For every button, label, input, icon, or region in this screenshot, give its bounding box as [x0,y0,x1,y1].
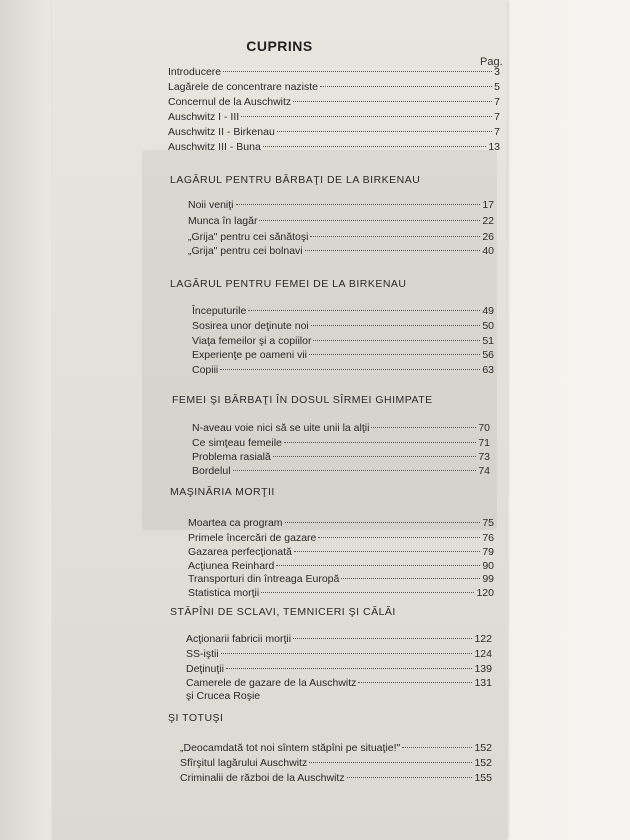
toc-entry-page: 152 [474,742,492,754]
toc-entry-title: Deţinuţii [186,663,224,675]
toc-entry-page: 139 [474,663,492,675]
toc-entry-title: Sosirea unor deţinute noi [192,320,309,332]
toc-entry-page: 7 [494,96,500,108]
leader-dots [309,762,472,763]
toc-entry-page: 90 [482,560,494,572]
toc-entry-title: Auschwitz III - Buna [168,141,261,153]
toc-entry-page: 56 [482,349,494,361]
leader-dots [248,310,480,311]
leader-dots [293,101,492,102]
toc-entry-page: 63 [482,364,494,376]
toc-entry-title: Transporturi din întreaga Europă [188,573,340,585]
toc-entry-page: 155 [474,772,492,784]
leader-dots [276,565,480,566]
section-heading: ŞI TOTUŞI [168,712,224,724]
toc-entry-title: Statistica morţii [188,587,260,599]
toc-entry-title: Începuturile [192,305,247,317]
toc-entry-title: Noii veniţi [188,199,234,211]
toc-entry [186,633,492,646]
toc-entry-page: 74 [478,465,490,477]
toc-entry-page: 5 [494,81,500,93]
toc-entry-page: 120 [476,587,494,599]
toc-entry-page: 13 [488,141,500,153]
toc-entry-title: Bordelul [192,465,231,477]
toc-entry [192,320,494,333]
toc-entry-title: Lagărele de concentrare naziste [168,81,319,93]
toc-entry-title: Acţiunea Reinhard [188,560,275,572]
page-title: CUPRINS [246,38,313,54]
toc-entry [188,587,494,600]
toc-entry-page: 17 [482,199,494,211]
toc-entry [168,126,500,139]
leader-dots [309,354,480,355]
toc-entry [188,245,494,258]
left-background [0,0,52,840]
toc-entry [188,573,494,586]
leader-dots [347,777,473,778]
leader-dots [358,682,472,683]
toc-entry-title: Gazarea perfecţionată [188,546,292,558]
leader-dots [220,369,480,370]
toc-entry-page: 71 [478,437,490,449]
leader-dots [311,325,481,326]
toc-entry [192,465,490,478]
toc-entry [168,66,500,79]
page-column-label: Pag. [480,56,503,68]
toc-entry-title: „Grija" pentru cei sănătoşi [188,231,309,243]
toc-entry-page: 3 [494,66,500,78]
toc-entry [188,517,494,530]
leader-dots [310,236,480,237]
toc-entry [180,757,492,770]
section-heading: LAGĂRUL PENTRU FEMEI DE LA BIRKENAU [170,278,407,290]
right-background [490,0,630,840]
toc-entry-page: 49 [482,305,494,317]
leader-dots [305,250,481,251]
toc-entry-title: Problema rasială [192,451,271,463]
toc-entry-title: Viaţa femeilor şi a copiilor [192,335,312,347]
leader-dots [285,522,481,523]
toc-entry-title: Concernul de la Auschwitz [168,96,292,108]
leader-dots [318,537,480,538]
leader-dots [320,86,492,87]
toc-entry-title: SS-iştii [186,648,219,660]
toc-entry [168,81,500,94]
section-heading: STĂPÎNI DE SCLAVI, TEMNICERI ŞI CĂLĂI [170,606,396,618]
toc-entry-continuation: şi Crucea Roşie [186,690,261,702]
toc-entry-title: „Deocamdată tot noi sîntem stăpîni pe situaţie!" [180,742,401,754]
leader-dots [277,131,492,132]
leader-dots [226,668,473,669]
toc-entry-title: Primele încercări de gazare [188,532,317,544]
toc-entry-title: „Grija" pentru cei bolnavi [188,245,303,257]
toc-entry [188,199,494,212]
toc-entry-title: Copiii [192,364,219,376]
leader-dots [233,470,477,471]
toc-entry [192,422,490,435]
toc-entry-page: 79 [482,546,494,558]
toc-entry-page: 122 [474,633,492,645]
toc-entry-title: Munca în lagăr [188,215,258,227]
leader-dots [341,578,480,579]
toc-entry [168,96,500,109]
toc-entry [192,364,494,377]
toc-entry-title: N-aveau voie nici să se uite unii la alţii [192,422,370,434]
toc-entry [188,231,494,244]
leader-dots [294,551,480,552]
toc-entry [168,141,500,154]
toc-entry-page: 73 [478,451,490,463]
toc-entry-page: 40 [482,245,494,257]
toc-entry-page: 124 [474,648,492,660]
toc-entry-page: 70 [478,422,490,434]
toc-entry [188,215,494,228]
leader-dots [241,116,492,117]
toc-entry-title: Auschwitz II - Birkenau [168,126,275,138]
section-heading: LAGĂRUL PENTRU BĂRBAŢI DE LA BIRKENAU [170,174,421,186]
toc-entry-page: 22 [482,215,494,227]
toc-entry-title: Camerele de gazare de la Auschwitz [186,677,357,689]
toc-entry [180,772,492,785]
toc-entry [192,305,494,318]
toc-entry-title: Ce simţeau femeile [192,437,282,449]
toc-entry [186,648,492,661]
toc-entry [180,742,492,755]
toc-entry [192,349,494,362]
toc-entry-page: 75 [482,517,494,529]
leader-dots [273,456,477,457]
toc-entry-title: Experienţe pe oameni vii [192,349,307,361]
toc-entry-title: Introducere [168,66,222,78]
toc-entry [188,560,494,573]
toc-entry-title: Auschwitz I - III [168,111,240,123]
toc-entry-page: 7 [494,111,500,123]
toc-entry-page: 99 [482,573,494,585]
toc-entry-page: 26 [482,231,494,243]
leader-dots [371,427,476,428]
toc-entry [192,335,494,348]
toc-entry [192,451,490,464]
leader-dots [263,146,487,147]
leader-dots [236,204,481,205]
toc-entry-page: 51 [482,335,494,347]
leader-dots [284,442,476,443]
toc-entry [186,663,492,676]
toc-entry-title: Sfîrşitul lagărului Auschwitz [180,757,308,769]
section-heading: MAŞINĂRIA MORŢII [170,486,275,498]
toc-entry [188,532,494,545]
leader-dots [223,71,492,72]
toc-entry-page: 50 [482,320,494,332]
toc-entry-title: Moartea ca program [188,517,283,529]
book-page [52,0,507,840]
leader-dots [259,220,480,221]
leader-dots [261,592,474,593]
toc-entry [188,546,494,559]
leader-dots [313,340,480,341]
toc-entry-page: 131 [474,677,492,689]
toc-entry [192,437,490,450]
section-heading: FEMEI ŞI BĂRBAŢI ÎN DOSUL SÎRMEI GHIMPATE [172,394,433,406]
toc-entry [186,677,492,690]
leader-dots [221,653,473,654]
toc-entry-title: Acţionarii fabricii morţii [186,633,292,645]
leader-dots [402,747,472,748]
toc-entry-page: 152 [474,757,492,769]
toc-entry-page: 7 [494,126,500,138]
toc-entry-page: 76 [482,532,494,544]
leader-dots [293,638,472,639]
toc-entry-title: Criminalii de război de la Auschwitz [180,772,345,784]
toc-entry [168,111,500,124]
